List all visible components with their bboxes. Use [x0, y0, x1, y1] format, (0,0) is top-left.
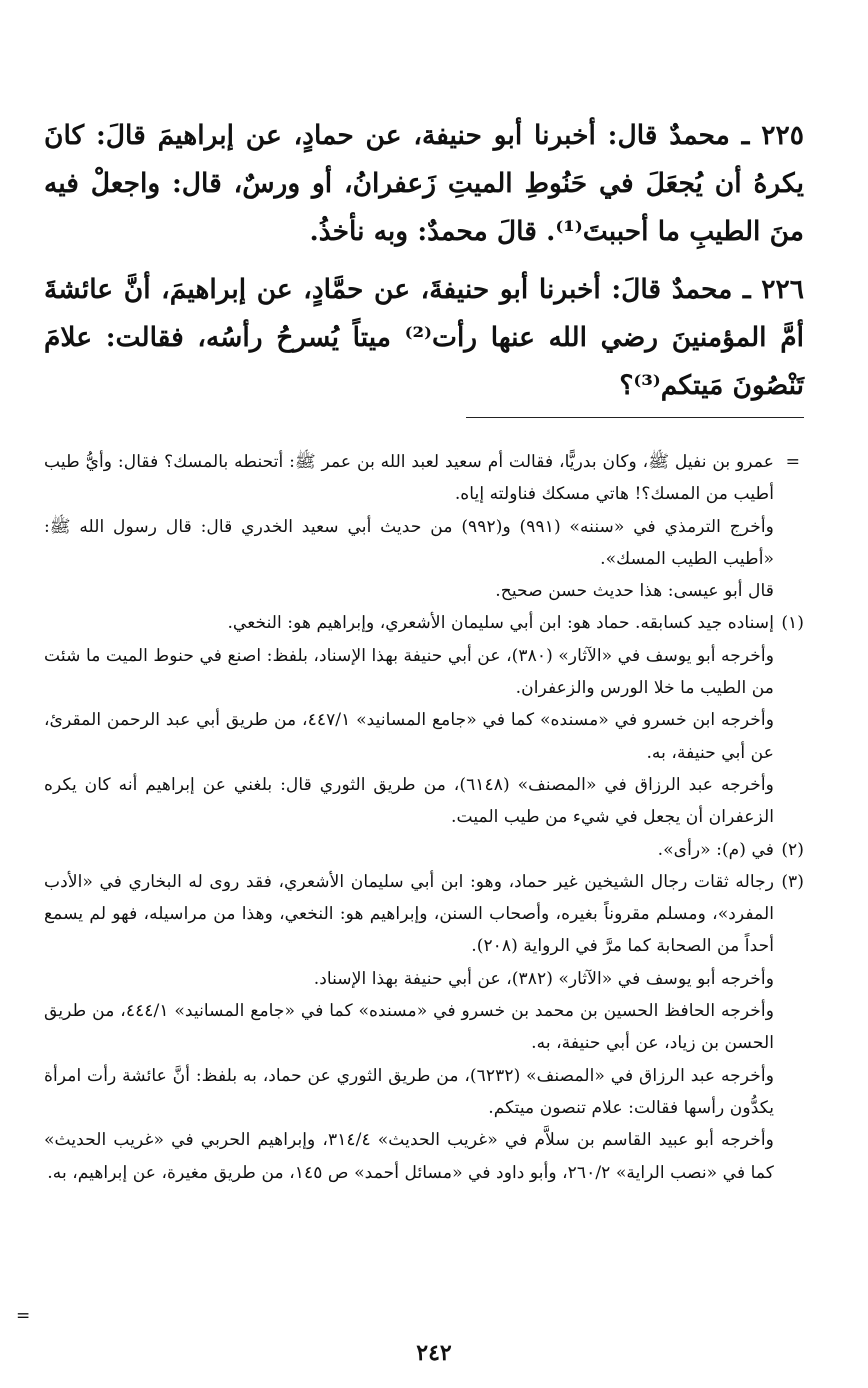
footnote-line: وأخرجه عبد الرزاق في «المصنف» (٦٢٣٢)، من طريق الثوري عن حماد، به بلفظ: أنَّ عائشة رأت امرأة يكدُّون رأسها فقالت: علام تنصون ميتكم.	[44, 1065, 774, 1118]
hadith-number: ٢٢٦ ـ	[742, 274, 804, 305]
main-text	[44, 112, 804, 1183]
footnote-marker: (١)	[781, 613, 804, 634]
footnote-line: رجاله ثقات رجال الشيخين غير حماد، وهو: ابن أبي سليمان الأشعري، فقد روى له البخاري في «الأدب المفرد»، ومسلم مقروناً بغيره، وأصحاب السنن، وإبراهيم هو: النخعي، وهذا من مراسيله، فهو لم يسمع أحداً من الصحابة كما مرَّ في الرواية (٢٠٨).	[44, 871, 774, 957]
footnote-line: في (م): «رأى».	[657, 839, 774, 860]
hadith-text: محمدٌ قالَ: أخبرنا أبو حنيفةَ، عن حمَّادٍ، عن إبراهيمَ، أنَّ عائشةَ أمَّ المؤمنينَ رضي الله عنها رأت⁽²⁾ ميتاً يُسرحُ رأسُه، فقالت: علامَ تَنْصُونَ مَيتكم⁽³⁾؟	[44, 274, 804, 401]
footnote-line: وأخرجه أبو عبيد القاسم بن سلاَّم في «غريب الحديث» ٣١٤/٤، وإبراهيم الحربي في «غريب الحديث» كما في «نصب الراية» ٢٦٠/٢، وأبو داود في «مسائل أحمد» ص ١٤٥، من طريق مغيرة، عن إبراهيم، به.	[44, 1130, 774, 1183]
footnote-3	[44, 866, 804, 1189]
footnote-line: عمرو بن نفيل ﷺ، وكان بدريًّا، فقالت أم سعيد لعبد الله بن عمر ﷺ: أتحنطه بالمسك؟ فقال: وأيُّ طيب أطيب من المسك؟! هاتي مسكك فناولته إياه.	[44, 452, 774, 505]
continuation-marker: =	[785, 452, 800, 472]
continuation-end-marker: =	[16, 1306, 31, 1326]
footnote-separator	[466, 417, 804, 418]
footnote-line: قال أبو عيسى: هذا حديث حسن صحيح.	[495, 581, 774, 602]
hadith-226	[44, 266, 804, 410]
footnotes	[44, 446, 804, 1189]
footnote-line: وأخرجه أبو يوسف في «الآثار» (٣٨٢)، عن أبي حنيفة بهذا الإسناد.	[313, 968, 774, 989]
page-number: ٢٤٢	[416, 1340, 452, 1366]
footnote-1	[44, 607, 804, 833]
hadith-text: محمدٌ قال: أخبرنا أبو حنيفة، عن حمادٍ، عن إبراهيمَ قالَ: كانَ يكرهُ أن يُجعَلَ في حَنُوطِ الميتِ زَعفرانُ، أو ورسٌ، قال: واجعلْ فيه منَ الطيبِ ما أحببتَ⁽¹⁾. قالَ محمدٌ: وبه نأخذُ.	[44, 120, 804, 247]
footnote-marker: (٣)	[781, 871, 804, 892]
footnote-line: وأخرجه أبو يوسف في «الآثار» (٣٨٠)، عن أبي حنيفة بهذا الإسناد، بلفظ: اصنع في حنوط الميت ما شئت من الطيب ما خلا الورس والزعفران.	[44, 645, 775, 699]
footnote-2	[44, 834, 804, 866]
footnote-line: وأخرجه ابن خسرو في «مسنده» كما في «جامع المسانيد» ٤٤٧/١، من طريق أبي عبد الرحمن المقرئ، عن أبي حنيفة، به.	[44, 710, 775, 763]
hadith-225	[44, 112, 804, 256]
footnote-line: وأخرجه الحافظ الحسين بن محمد بن خسرو في «مسنده» كما في «جامع المسانيد» ٤٤٤/١، من طريق الحسن بن زياد، عن أبي حنيفة، به.	[44, 1001, 774, 1054]
footnote-continuation	[44, 446, 804, 607]
footnote-line: إسناده جيد كسابقه. حماد هو: ابن أبي سليمان الأشعري، وإبراهيم هو: النخعي.	[227, 613, 774, 634]
hadith-number: ٢٢٥ ـ	[741, 120, 804, 151]
footnote-marker: (٢)	[781, 839, 804, 860]
footnote-line: وأخرجه عبد الرزاق في «المصنف» (٦١٤٨)، من طريق الثوري قال: بلغني عن إبراهيم أنه كان يكره الزعفران أن يجعل في شيء من طيب الميت.	[44, 774, 774, 828]
footnote-line: وأخرج الترمذي في «سننه» (٩٩١) و(٩٩٢) من حديث أبي سعيد الخدري قال: قال رسول الله ﷺ: «أطيب الطيب المسك».	[44, 516, 774, 569]
